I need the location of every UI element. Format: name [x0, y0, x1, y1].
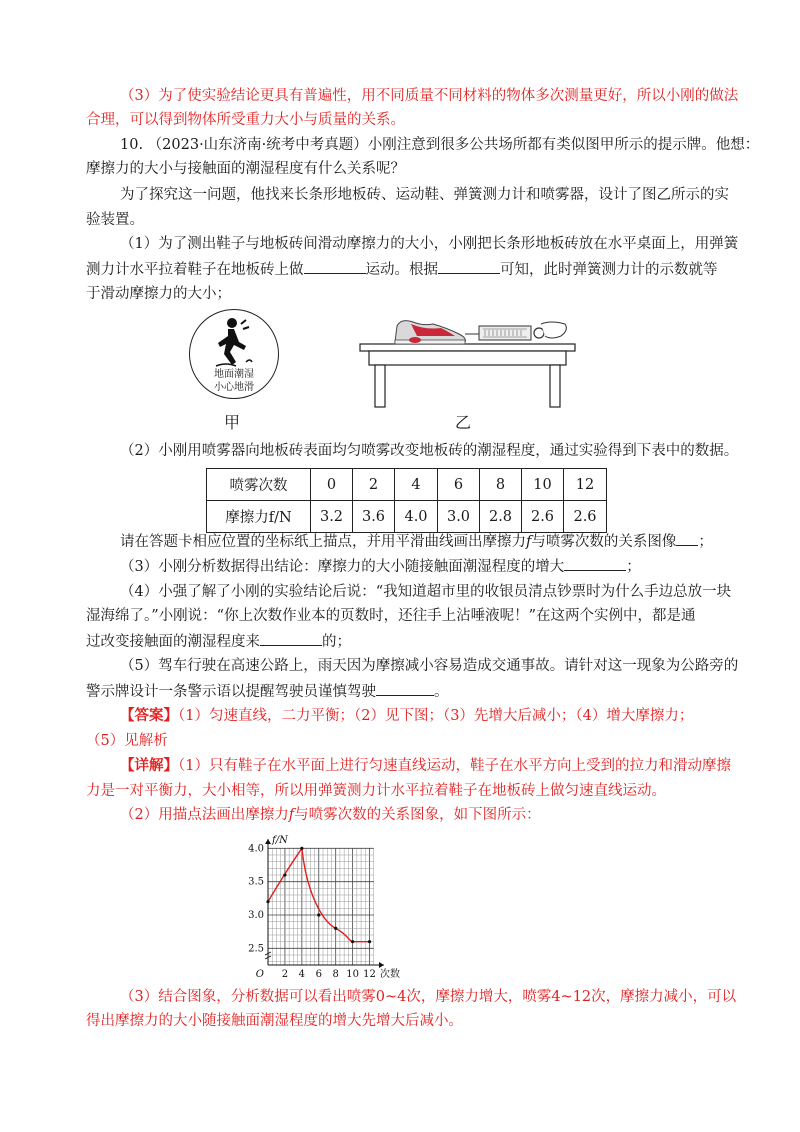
table-cell: 8 [480, 469, 522, 501]
part-5-text-a: 警示牌设计一条警示语以提醒驾驶员谨慎驾驶 [86, 684, 376, 700]
question-10-heading: 10. （2023·山东济南·统考中考真题）小刚注意到很多公共场所都有类似图甲所示的提示牌。他想： [120, 137, 760, 153]
part-2-text-a: 请在答题卡相应位置的坐标纸上描点，并用平滑曲线画出摩擦力 [120, 534, 526, 550]
detail-tag: 【详解】 [120, 757, 178, 774]
table-cell: 2.6 [522, 501, 564, 533]
friction-chart [240, 830, 440, 980]
answer-blank-3[interactable] [676, 531, 698, 546]
part-5-line-2 [86, 681, 449, 702]
part-2-text-c: ； [698, 534, 713, 550]
table-row [207, 469, 607, 501]
conclusion-line-2: 得出摩擦力的大小随接触面潮湿程度的增大先增大后减小。 [86, 1013, 463, 1029]
part-4-line-3 [86, 631, 351, 652]
table-cell: 3.2 [311, 501, 353, 533]
detail-text-1: （1）只有鞋子在水平面上进行匀速直线运动，鞋子在水平方向上受到的拉力和滑动摩擦 [178, 758, 731, 774]
part-2-line-2 [120, 531, 713, 552]
f-symbol-2: f [288, 807, 295, 823]
data-table [206, 468, 607, 533]
part-5-text-b: 。 [434, 684, 449, 700]
x-tick-label: 6 [315, 969, 322, 980]
part-3-text-b: ； [626, 559, 641, 575]
part-4-line-1: （4）小强了解了小刚的实验结论后说：“我知道超市里的收银员清点钞票时为什么手边总放一块 [120, 584, 732, 600]
shoe-icon [395, 321, 465, 344]
figure-label-jia: 甲 [224, 413, 241, 432]
detail-line-2: 力是一对平衡力，大小相等，所以用弹簧测力计水平拉着鞋子在地板砖上做匀速直线运动。 [86, 783, 666, 799]
detail-line-3 [120, 805, 541, 825]
spring-scale-icon [465, 322, 566, 340]
part-1-text-a: 测力计水平拉着鞋子在地板砖上做 [86, 262, 304, 278]
y-tick-label: 3.0 [248, 910, 264, 921]
answer-blank-2[interactable] [438, 259, 500, 274]
question-10-line-3: 为了探究这一问题，他找来长条形地板砖、运动鞋、弹簧测力计和喷雾器，设计了图乙所示的实 [120, 187, 729, 203]
f-symbol: f [526, 534, 532, 550]
y-tick-label: 3.5 [248, 876, 264, 888]
part-1-line-1: （1）为了测出鞋子与地板砖间滑动摩擦力的大小，小刚把长条形地板砖放在水平桌面上，用弹簧 [120, 236, 739, 252]
y-axis-arrow [265, 839, 271, 844]
part-4-line-2: 湿海绵了。”小刚说：“你上次数作业本的页数时，还往手上沾唾液呢！”在这两个实例中，都是通 [86, 608, 696, 624]
figure-label-yi: 乙 [455, 413, 472, 432]
part-1-text-c: 可知，此时弹簧测力计的示数就等 [500, 262, 718, 278]
table-cell: 3.0 [438, 501, 480, 533]
table-cell: 0 [311, 469, 353, 501]
data-point [300, 847, 303, 850]
data-point [317, 913, 320, 916]
question-10-line-4: 验装置。 [86, 212, 144, 228]
answer-line-1 [120, 706, 693, 726]
x-axis-label: 次数 [380, 969, 400, 980]
y-tick-label: 4.0 [248, 843, 264, 855]
data-point [368, 940, 371, 943]
part-5-line-1: （5）驾车行驶在高速公路上，雨天因为摩擦减小容易造成交通事故。请针对这一现象为公路旁的 [120, 658, 739, 674]
part-1-line-2 [86, 259, 718, 280]
part-4-text-b: 的； [322, 634, 351, 650]
answer-blank-4[interactable] [564, 556, 626, 571]
part-4-text-a: 过改变接触面的潮湿程度来 [86, 634, 260, 650]
table-cell: 10 [522, 469, 564, 501]
table-header-friction: 摩擦力f/N [207, 501, 311, 533]
origin-label: O [255, 969, 264, 980]
table-cell: 4 [395, 469, 438, 501]
x-tick-label: 2 [281, 969, 289, 980]
answer-line-2: （5）见解析 [86, 733, 168, 749]
x-tick-label: 4 [298, 969, 306, 980]
table-cell: 2.6 [564, 501, 607, 533]
table-header-spray-count: 喷雾次数 [207, 469, 311, 501]
sign-text-1: 地面潮湿 [214, 369, 254, 380]
data-point [266, 900, 269, 903]
data-point [283, 873, 286, 876]
table-cell: 4.0 [395, 501, 438, 533]
y-tick-label: 2.5 [248, 943, 264, 955]
y-axis-label: f/N [272, 835, 288, 846]
answer-tag: 【答案】 [120, 707, 178, 724]
sign-text-2: 小心地滑 [214, 382, 254, 393]
table-cell: 3.6 [353, 501, 395, 533]
part-2-text-b: 与喷雾次数的关系图像 [531, 534, 677, 550]
answer-blank-6[interactable] [376, 681, 434, 696]
chart-grid [268, 848, 374, 965]
answer-text-1: （1）匀速直线，二力平衡；（2）见下图；（3）先增大后减小；（4）增大摩擦力； [178, 708, 694, 724]
part-2-line-1: （2）小刚用喷雾器向地板砖表面均匀喷雾改变地板砖的潮湿程度，通过实验得到下表中的数据。 [120, 443, 739, 459]
part-3-line [120, 556, 641, 577]
prev-answer-line-1: （3）为了使实验结论更具有普遍性，用不同质量不同材料的物体多次测量更好，所以小刚的做法 [120, 88, 739, 104]
answer-blank-1[interactable] [304, 259, 366, 274]
warning-sign-figure [189, 309, 279, 399]
prev-answer-line-2: 合理，可以得到物体所受重力大小与质量的关系。 [86, 112, 405, 128]
data-point [334, 927, 337, 930]
table-cell: 2 [353, 469, 395, 501]
part-3-text-a: （3）小刚分析数据得出结论：摩擦力的大小随接触面潮湿程度的增大 [120, 559, 565, 575]
question-10-line-2: 摩擦力的大小与接触面的潮湿程度有什么关系呢？ [86, 161, 405, 177]
part-1-text-b: 运动。根据 [365, 262, 438, 278]
x-tick-label: 12 [363, 969, 376, 980]
x-axis-arrow [379, 962, 384, 968]
table-cell: 12 [564, 469, 607, 501]
x-tick-label: 10 [346, 969, 359, 980]
answer-blank-5[interactable] [260, 631, 322, 646]
detail-line-1 [120, 756, 731, 776]
detail-text-3a: （2）用描点法画出摩擦力 [120, 807, 289, 823]
chart-labels [248, 835, 400, 980]
experiment-setup-figure [355, 310, 580, 410]
conclusion-line-1: （3）结合图象，分析数据可以看出喷雾0~4次，摩擦力增大，喷雾4~12次，摩擦力减小，可以 [120, 989, 737, 1005]
x-tick-label: 8 [332, 969, 339, 980]
detail-text-3b: 与喷雾次数的关系图象，如下图所示： [294, 807, 541, 823]
slipping-person-icon [212, 316, 256, 368]
table-cell: 6 [438, 469, 480, 501]
data-point [351, 940, 354, 943]
table-row [207, 501, 607, 533]
table-cell: 2.8 [480, 501, 522, 533]
part-1-line-3: 于滑动摩擦力的大小； [86, 286, 231, 302]
